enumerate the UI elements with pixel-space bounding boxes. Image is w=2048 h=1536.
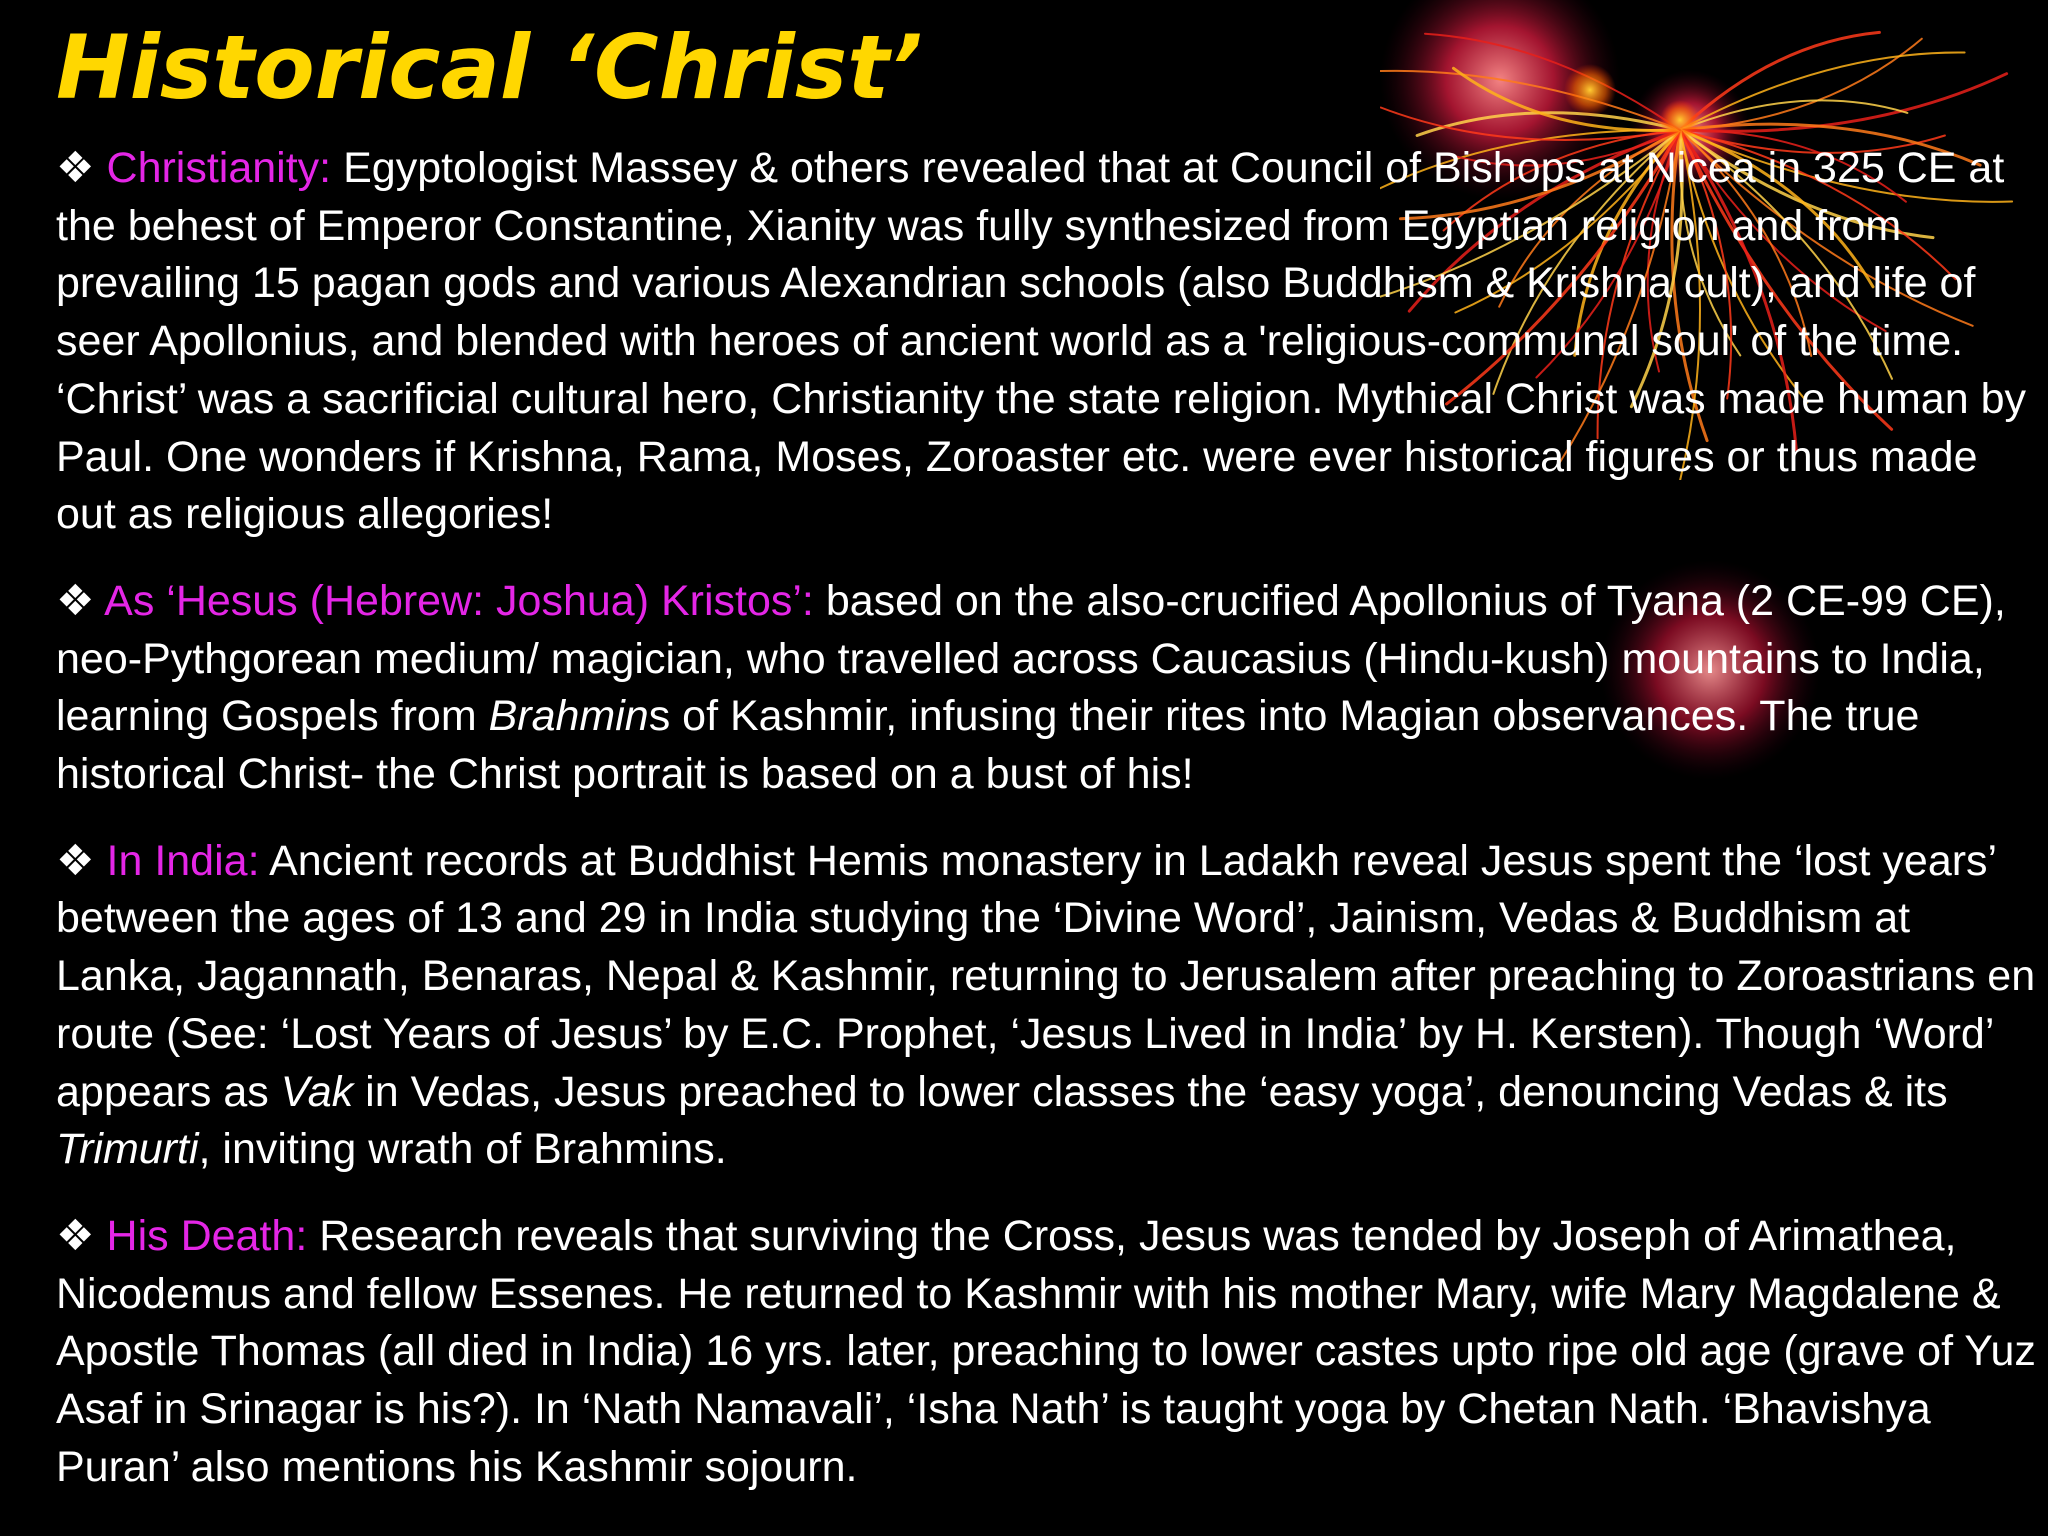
paragraph-text: Egyptologist Massey & others revealed that at Council of Bishops at Nicea in 325 CE at the behest of Emperor Constantine, Xianity was fully synthesized from Egyptian religion and from prevailing 15 pagan gods and various Alexandrian schools (also Buddhism & Krishna cult), and life of seer Apollonius, and blended with heroes of ancient world as a 'religious-communal soul' of the time. ‘Christ’ was a sacrificial cultural hero, Christianity the state religion. Mythical Christ was made human by Paul. One wonders if Krishna, Rama, Moses, Zoroaster etc. were ever historical figures or thus made out as religious allegories!	[56, 144, 2026, 539]
paragraph-text: in Vedas, Jesus preached to lower classes the ‘easy yoga’, denouncing Vedas & its	[365, 1067, 1948, 1116]
paragraph-christianity	[56, 140, 2041, 544]
bullet-icon: ❖	[56, 836, 95, 885]
paragraph-emphasis: Trimurti	[56, 1125, 199, 1174]
bullet-icon: ❖	[56, 576, 95, 625]
paragraph-text: Ancient records at Buddhist Hemis monastery in Ladakh reveal Jesus spent the ‘lost years’ between the ages of 13 and 29 in India studying the ‘Divine Word’, Jainism, Vedas & Buddhism at Lanka, Jagannath, Benaras, Nepal & Kashmir, returning to Jerusalem after preaching to Zoroastrians en route (See: ‘Lost Years of Jesus’ by E.C. Prophet, ‘Jesus Lived in India’ by H. Kersten). Though ‘Word’ appears as	[56, 836, 2036, 1116]
page-title: Historical ‘Christ’	[56, 16, 923, 119]
paragraph-label: His Death:	[106, 1211, 308, 1260]
paragraph-text: Research reveals that surviving the Cross, Jesus was tended by Joseph of Arimathea, Nicodemus and fellow Essenes. He returned to Kashmir with his mother Mary, wife Mary Magdalene & Apostle Thomas (all died in India) 16 yrs. later, preaching to lower castes upto ripe old age (grave of Yuz Asaf in Srinagar is his?). In ‘Nath Namavali’, ‘Isha Nath’ is taught yoga by Chetan Nath. ‘Bhavishya Puran’ also mentions his Kashmir sojourn.	[56, 1211, 2036, 1491]
bullet-icon: ❖	[56, 144, 95, 192]
paragraph-his-death	[56, 1208, 2041, 1497]
paragraph-emphasis: Brahmin	[488, 692, 649, 741]
paragraph-text: based on the also-crucified Apollonius of Tyana (2 CE-99 CE), neo-Pythgorean medium/ magician, who travelled across Caucasius (Hindu-kush) mountains to India, learning Gospels from	[56, 576, 2006, 741]
paragraph-in-india	[56, 833, 2041, 1179]
bullet-icon: ❖	[56, 1211, 95, 1260]
paragraph-emphasis: Vak	[280, 1067, 354, 1116]
paragraph-hesus-kristos	[56, 573, 2041, 804]
paragraph-text: s of Kashmir, infusing their rites into Magian observances. The true historical Christ- the Christ portrait is based on a bust of his!	[56, 692, 1920, 799]
slide-content	[56, 140, 2041, 1525]
paragraph-text: , inviting wrath of Brahmins.	[198, 1125, 727, 1174]
paragraph-label: Christianity:	[106, 144, 332, 192]
paragraph-label: In India:	[106, 836, 260, 885]
paragraph-label: As ‘Hesus (Hebrew: Joshua) Kristos’:	[104, 576, 814, 625]
